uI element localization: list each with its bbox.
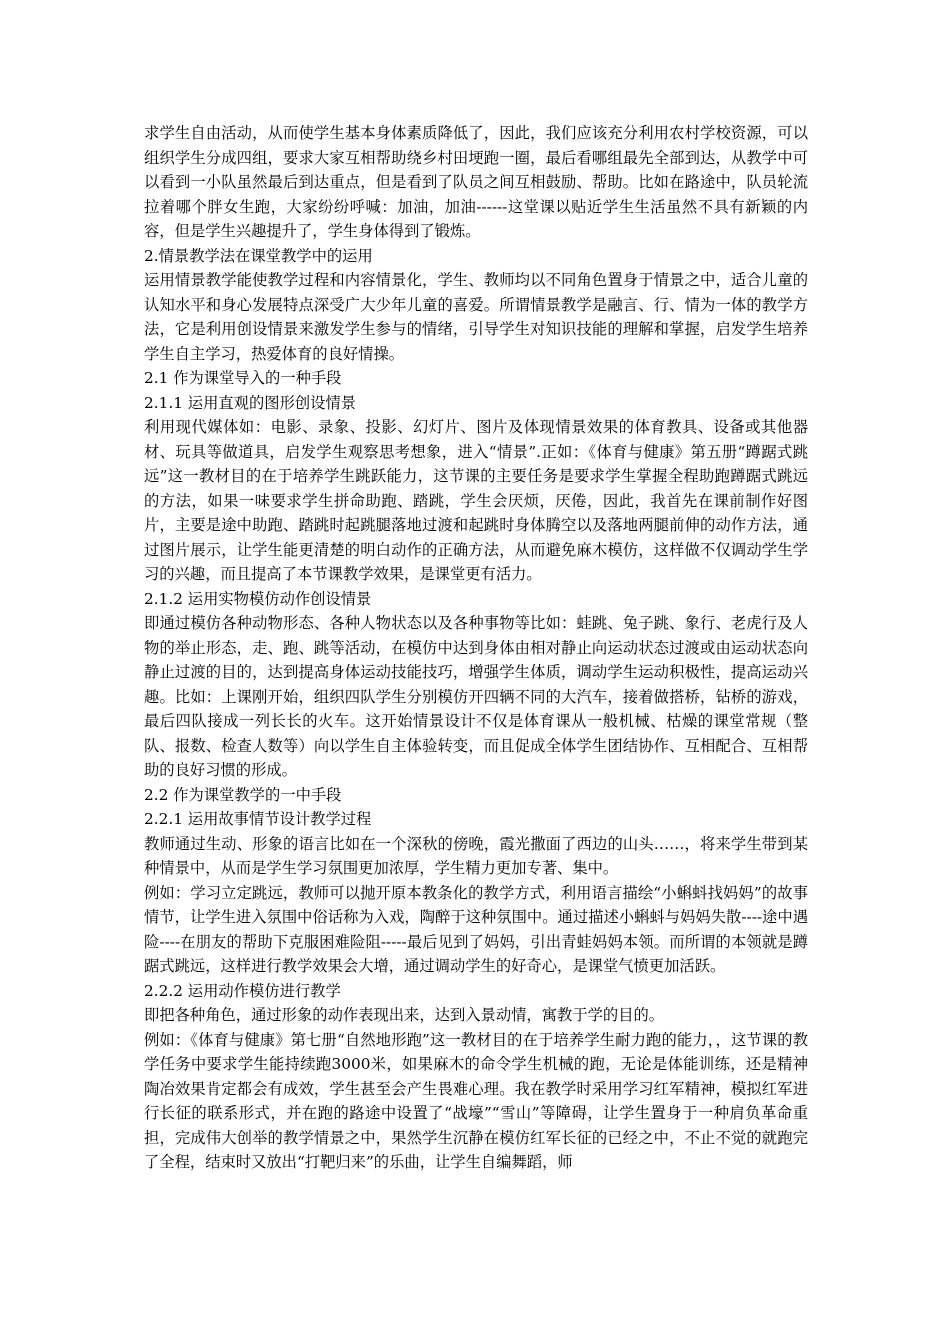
body-paragraph: 教师通过生动、形象的语言比如在一个深秋的傍晚，霞光撒面了西边的山头……，将来学生带到某种情景中，从而是学生学习氛围更加浓厚，学生精力更加专著、集中。 <box>144 834 808 877</box>
body-paragraph: 例如：学习立定跳远，教师可以抛开原本教条化的教学方式，利用语言描绘“小蝌蚪找妈妈”的故事情节，让学生进入氛围中俗话称为入戏，陶醉于这种氛围中。通过描述小蝌蚪与妈妈失散----途中遇险----在朋友的帮助下克服困难险阻-----最后见到了妈妈，引出青蛙妈妈本领。而所谓的本领就是蹲踞式跳远，这样进行教学效果会大增，通过调动学生的好奇心，是课堂气愤更加活跃。 <box>144 883 808 975</box>
section-heading: 2.情景教学法在课堂教学中的运用 <box>144 246 373 265</box>
subsubsection-heading: 2.1.2 运用实物模仿动作创设情景 <box>144 589 372 608</box>
subsection-heading: 2.2 作为课堂教学的一中手段 <box>144 785 342 804</box>
subsection-heading: 2.1 作为课堂导入的一种手段 <box>144 369 342 387</box>
subsubsection-heading: 2.2.1 运用故事情节设计教学过程 <box>144 810 372 828</box>
body-paragraph: 即把各种角色，通过形象的动作表现出来，达到入景动情，寓教于学的目的。 <box>144 1006 665 1024</box>
subsubsection-heading: 2.1.1 运用直观的图形创设情景 <box>144 393 357 412</box>
document-page <box>144 121 808 1175</box>
body-paragraph: 利用现代媒体如：电影、录象、投影、幻灯片、图片及体现情景效果的体育教具、设备或其他器材、玩具等做道具，启发学生观察思考想象，进入“情景”.正如：《体育与健康》第五册“蹲踞式跳远”这一教材目的在于培养学生跳跃能力，这节课的主要任务是要求学生掌握全程助跑蹲踞式跳远的方法，如果一味要求学生拼命助跑、踏跳，学生会厌烦，厌倦，因此，我首先在课前制作好图片，主要是途中助跑、踏跳时起跳腿落地过渡和起跳时身体腾空以及落地两腿前伸的动作方法，通过图片展示，让学生能更清楚的明白动作的正确方法，从而避免麻木模仿，这样做不仅调动学生学习的兴趣，而且提高了本节课教学效果，是课堂更有活力。 <box>144 418 808 583</box>
body-paragraph: 例如：《体育与健康》第七册“自然地形跑”这一教材目的在于培养学生耐力跑的能力，，这节课的教学任务中要求学生能持续跑3000米，如果麻木的命令学生机械的跑，无论是体能训练，还是精神陶冶效果肯定都会有成效，学生甚至会产生畏难心理。我在教学时采用学习红军精神，模拟红军进行长征的联系形式，并在跑的路途中设置了“战壕”“雪山”等障碍，让学生置身于一种肩负革命重担，完成伟大创举的教学情景之中，果然学生沉静在模仿红军长征的已经之中，不止不觉的就跑完了全程，结束时又放出“打靶归来”的乐曲，让学生自编舞蹈，师 <box>144 1030 808 1171</box>
subsubsection-heading: 2.2.2 运用动作模仿进行教学 <box>144 981 341 1000</box>
body-paragraph: 即通过模仿各种动物形态、各种人物状态以及各种事物等比如：蛙跳、兔子跳、象行、老虎行及人物的举止形态，走、跑、跳等活动，在模仿中达到身体由相对静止向运动状态过渡或由运动状态向静止过渡的目的，达到提高身体运动技能技巧，增强学生体质，调动学生运动积极性，提高运动兴趣。比如：上课刚开始，组织四队学生分别模仿开四辆不同的大汽车，接着做搭桥，钻桥的游戏，最后四队接成一列长长的火车。这开始情景设计不仅是体育课从一般机械、枯燥的课堂常规（整队、报数、检查人数等）向以学生自主体验转变，而且促成全体学生团结协作、互相配合、互相帮助的良好习惯的形成。 <box>144 614 808 779</box>
body-paragraph: 运用情景教学能使教学过程和内容情景化，学生、教师均以不同角色置身于情景之中，适合儿童的认知水平和身心发展特点深受广大少年儿童的喜爱。所谓情景教学是融言、行、情为一体的教学方法，它是利用创设情景来激发学生参与的情绪，引导学生对知识技能的理解和掌握，启发学生培养学生自主学习，热爱体育的良好情操。 <box>144 271 808 363</box>
body-paragraph: 求学生自由活动，从而使学生基本身体素质降低了，因此，我们应该充分利用农村学校资源，可以组织学生分成四组，要求大家互相帮助绕乡村田埂跑一圈，最后看哪组最先全部到达，从教学中可以看到一小队虽然最后到达重点，但是看到了队员之间互相鼓励、帮助。比如在路途中，队员轮流拉着哪个胖女生跑，大家纷纷呼喊：加油，加油------这堂课以贴近学生生活虽然不具有新颖的内容，但是学生兴趣提升了，学生身体得到了锻炼。 <box>144 124 808 240</box>
